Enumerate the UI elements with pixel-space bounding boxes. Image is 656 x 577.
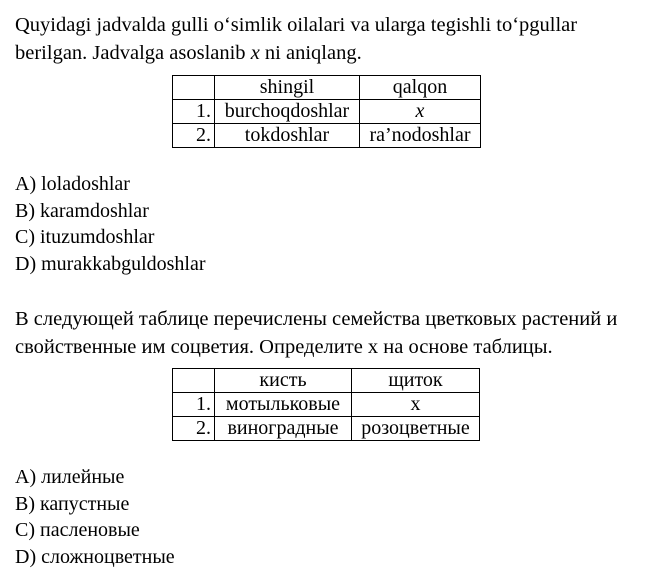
- row-number: 2.: [173, 417, 215, 441]
- table-row: [173, 124, 481, 148]
- table-header-cell: щиток: [352, 369, 480, 393]
- question-2-table: [172, 368, 480, 441]
- table-header-cell: кисть: [215, 369, 352, 393]
- table-cell: ra’nodoshlar: [360, 124, 481, 148]
- answer-option[interactable]: A) loladoshlar: [15, 173, 130, 195]
- answer-option[interactable]: B) karamdoshlar: [15, 199, 149, 222]
- answer-option[interactable]: В) капустные: [15, 492, 130, 515]
- question-1-table: [172, 75, 481, 148]
- question-1-options: [15, 171, 206, 278]
- table-cell: розоцветные: [352, 417, 480, 441]
- answer-option[interactable]: D) сложноцветные: [15, 546, 175, 569]
- table-cell: x: [360, 100, 481, 124]
- question-2-options: [15, 464, 175, 571]
- table-header-row: [173, 76, 481, 100]
- table-cell: виноградные: [215, 417, 352, 441]
- table-cell: мотыльковые: [215, 393, 352, 417]
- question-1-text: [15, 11, 645, 67]
- table-row: [173, 393, 480, 417]
- table-cell: burchoqdoshlar: [215, 100, 360, 124]
- table-header-cell: qalqon: [360, 76, 481, 100]
- question-1: [15, 11, 645, 67]
- table-cell: tokdoshlar: [215, 124, 360, 148]
- question-1-variable: x: [250, 42, 260, 64]
- table-header-cell: [173, 369, 215, 393]
- question-1-text-end: ni aniqlang.: [259, 42, 362, 64]
- row-number: 2.: [173, 124, 215, 148]
- answer-option[interactable]: С) пасленовые: [15, 519, 140, 542]
- table-cell: х: [352, 393, 480, 417]
- question-2: [15, 305, 645, 361]
- table-row: [173, 100, 481, 124]
- table-header-cell: [173, 76, 215, 100]
- question-2-text: В следующей таблице перечислены семейства цветковых растений и свойственные им соцветия. Определите х на основе таблицы.: [15, 308, 618, 358]
- answer-option[interactable]: D) murakkabguldoshlar: [15, 253, 206, 276]
- table-header-row: [173, 369, 480, 393]
- answer-option[interactable]: C) ituzumdoshlar: [15, 226, 155, 249]
- table-header-cell: shingil: [215, 76, 360, 100]
- table-row: [173, 417, 480, 441]
- row-number: 1.: [173, 393, 215, 417]
- answer-option[interactable]: А) лилейные: [15, 466, 125, 488]
- row-number: 1.: [173, 100, 215, 124]
- question-1-text-start: Quyidagi jadvalda gulli o‘simlik oilalari va ularga tegishli to‘pgullar berilgan. Jadvalga asoslanib: [15, 14, 578, 64]
